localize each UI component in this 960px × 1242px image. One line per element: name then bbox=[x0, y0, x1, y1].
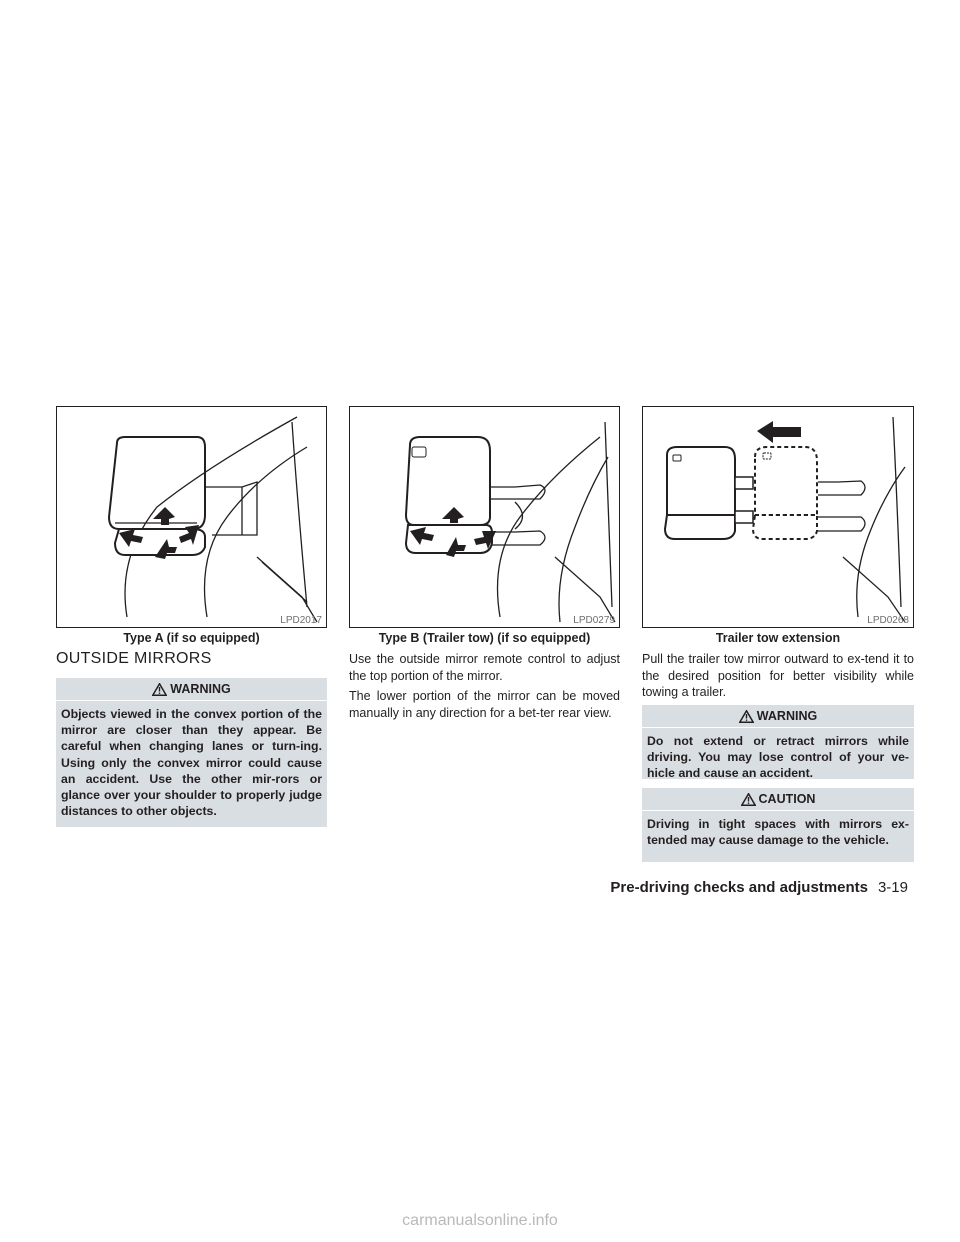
figure-caption: Type B (Trailer tow) (if so equipped) bbox=[378, 631, 591, 645]
warning-text: Objects viewed in the convex portion of the mirror are closer than they appear. Be careful when changing lanes or turn-ing. Using only the convex mirror could cause an accident. Use the other mir-rors or glance over your shoulder to properly judge distances to other objects. bbox=[61, 707, 322, 819]
figure-caption: Trailer tow extension bbox=[715, 631, 841, 645]
figure-trailer-tow-extension bbox=[642, 406, 914, 628]
warning-icon bbox=[739, 710, 754, 723]
caution-box bbox=[642, 788, 914, 862]
paragraph: Pull the trailer tow mirror outward to ex-tend it to the desired position for better visibility while towing a trailer. bbox=[642, 652, 914, 700]
watermark: carmanualsonline.info bbox=[402, 1212, 558, 1229]
mirror-type-a-illustration bbox=[57, 407, 327, 628]
paragraph: Use the outside mirror remote control to adjust the top portion of the mirror. bbox=[349, 652, 620, 683]
page-footer bbox=[590, 879, 908, 896]
figure-code: LPD2017 bbox=[280, 615, 322, 626]
warning-box bbox=[642, 705, 914, 779]
page-number: 3-19 bbox=[877, 879, 908, 896]
warning-text: Do not extend or retract mirrors while driving. You may lose control of your ve-hicle and cause an accident. bbox=[647, 734, 909, 781]
figure-type-a bbox=[56, 406, 327, 628]
warning-icon bbox=[152, 683, 167, 696]
warning-label: WARNING bbox=[170, 682, 231, 696]
warning-header bbox=[642, 705, 914, 728]
mirror-type-b-illustration bbox=[350, 407, 620, 628]
caution-label: CAUTION bbox=[758, 792, 816, 806]
warning-header bbox=[56, 678, 327, 701]
caution-icon bbox=[741, 793, 756, 806]
section-title: OUTSIDE MIRRORS bbox=[56, 650, 212, 667]
chapter-title: Pre-driving checks and adjustments bbox=[610, 879, 868, 896]
figure-code: LPD0279 bbox=[573, 615, 615, 626]
caution-text: Driving in tight spaces with mirrors ex-tended may cause damage to the vehicle. bbox=[647, 817, 909, 848]
paragraph: The lower portion of the mirror can be moved manually in any direction for a bet-ter rear view. bbox=[349, 689, 620, 720]
caution-header bbox=[642, 788, 914, 811]
figure-caption: Type A (if so equipped) bbox=[123, 631, 260, 645]
warning-label: WARNING bbox=[756, 709, 818, 723]
figure-code: LPD0268 bbox=[867, 615, 909, 626]
figure-type-b bbox=[349, 406, 620, 628]
mirror-extension-illustration bbox=[643, 407, 914, 628]
warning-box bbox=[56, 678, 327, 827]
